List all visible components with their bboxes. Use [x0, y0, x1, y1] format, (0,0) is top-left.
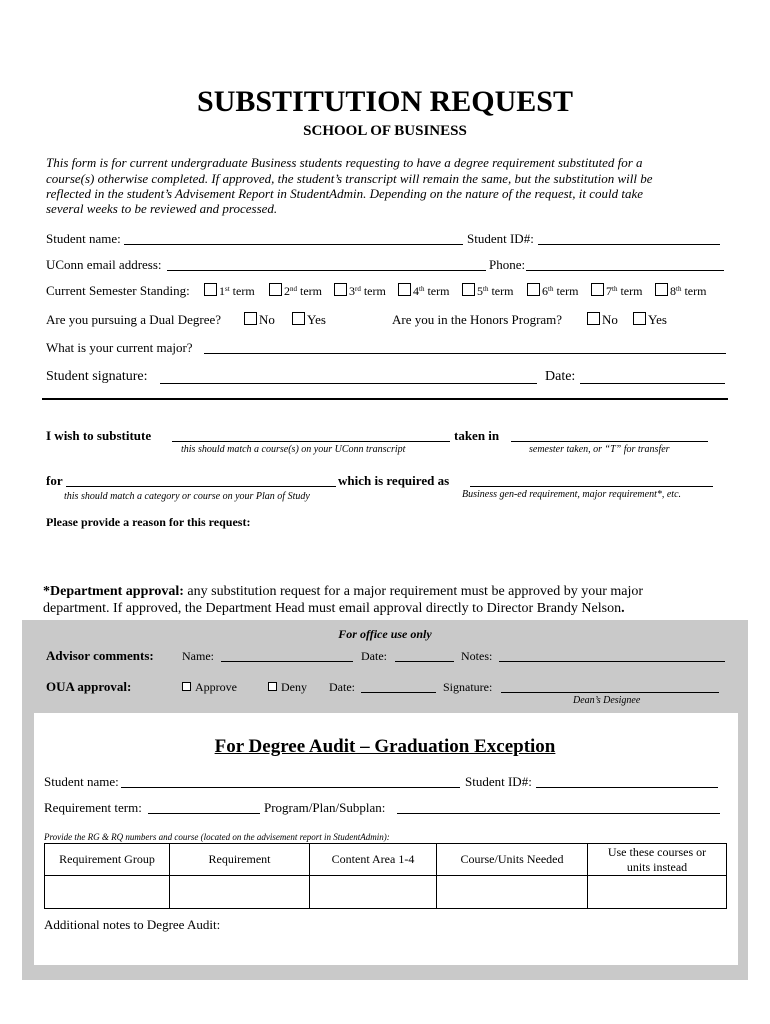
oua-signature-label: Signature: — [443, 680, 493, 694]
term-option-4[interactable]: 4th term — [398, 283, 449, 299]
checkbox-icon[interactable] — [591, 283, 604, 296]
oua-date-field[interactable] — [361, 692, 436, 693]
requirement-term-field[interactable] — [148, 813, 260, 814]
student-id-field[interactable] — [538, 244, 720, 245]
required-as-label: which is required as — [338, 473, 450, 488]
oua-signature-field[interactable] — [501, 692, 719, 693]
intro-line-3: reflected in the student’s Advisement Report in StudentAdmin. Depending on the nature of the request, it could take — [46, 186, 644, 201]
table-cell[interactable] — [45, 876, 170, 909]
checkbox-icon[interactable] — [244, 312, 257, 325]
hint-course: this should match a course(s) on your UConn transcript — [181, 444, 406, 455]
term-option-7[interactable]: 7th term — [591, 283, 642, 299]
standing-label: Current Semester Standing: — [46, 283, 190, 298]
column-header: Requirement — [170, 844, 310, 876]
honors-yes[interactable]: Yes — [633, 312, 667, 328]
checkbox-icon[interactable] — [462, 283, 475, 296]
audit-student-id-field[interactable] — [536, 787, 718, 788]
dual-degree-label: Are you pursuing a Dual Degree? — [46, 312, 222, 327]
taken-in-field[interactable] — [511, 441, 708, 442]
signature-field[interactable] — [160, 383, 537, 384]
dept-approval-line-2: department. If approved, the Department Head must email approval directly to Director Brandy Nelson. — [43, 601, 625, 616]
substitute-label: I wish to substitute — [46, 428, 152, 443]
term-option-6[interactable]: 6th term — [527, 283, 578, 299]
checkbox-icon[interactable] — [587, 312, 600, 325]
checkbox-icon[interactable] — [204, 283, 217, 296]
program-plan-label: Program/Plan/Subplan: — [264, 800, 386, 815]
page-subtitle: SCHOOL OF BUSINESS — [303, 123, 467, 139]
term-option-5[interactable]: 5th term — [462, 283, 513, 299]
requirement-term-label: Requirement term: — [44, 800, 142, 815]
checkbox-icon[interactable] — [527, 283, 540, 296]
student-name-label: Student name: — [46, 231, 121, 246]
advisor-name-label: Name: — [182, 649, 214, 663]
provide-note: Provide the RG & RQ numbers and course (located on the advisement report in StudentAdmin): — [44, 832, 390, 842]
program-plan-field[interactable] — [397, 813, 720, 814]
for-label: for — [46, 473, 63, 488]
table-cell[interactable] — [588, 876, 727, 909]
checkbox-icon[interactable] — [182, 682, 191, 691]
honors-label: Are you in the Honors Program? — [392, 312, 563, 327]
intro-line-4: several weeks to be reviewed and processed. — [46, 201, 278, 216]
term-option-2[interactable]: 2nd term — [269, 283, 322, 299]
phone-label: Phone: — [489, 257, 526, 272]
column-header: Use these courses or units instead — [588, 844, 727, 876]
taken-in-label: taken in — [454, 428, 500, 443]
for-field[interactable] — [66, 486, 336, 487]
table-cell[interactable] — [310, 876, 437, 909]
required-as-field[interactable] — [470, 486, 713, 487]
degree-audit-heading: For Degree Audit – Graduation Exception — [214, 736, 556, 757]
advisor-notes-field[interactable] — [499, 661, 725, 662]
intro-line-1: This form is for current undergraduate Business students requesting to have a degree requirement substituted for a — [46, 155, 643, 170]
advisor-name-field[interactable] — [221, 661, 353, 662]
table-row — [45, 876, 727, 909]
student-id-label: Student ID#: — [467, 231, 534, 246]
advisor-date-label: Date: — [361, 649, 387, 663]
checkbox-icon[interactable] — [655, 283, 668, 296]
deans-designee-caption: Dean’s Designee — [573, 695, 641, 706]
audit-student-id-label: Student ID#: — [465, 774, 532, 789]
signature-label: Student signature: — [46, 369, 148, 384]
additional-notes-label: Additional notes to Degree Audit: — [44, 917, 221, 932]
column-header: Course/Units Needed — [437, 844, 588, 876]
hint-semester: semester taken, or “T” for transfer — [529, 444, 670, 455]
checkbox-icon[interactable] — [398, 283, 411, 296]
signature-date-field[interactable] — [580, 383, 725, 384]
column-header: Requirement Group — [45, 844, 170, 876]
degree-audit-table — [44, 843, 727, 909]
student-name-field[interactable] — [124, 244, 463, 245]
honors-no[interactable]: No — [587, 312, 618, 328]
table-cell[interactable] — [170, 876, 310, 909]
hint-category: this should match a category or course on your Plan of Study — [64, 491, 310, 502]
page-title: SUBSTITUTION REQUEST — [197, 85, 573, 118]
signature-date-label: Date: — [545, 369, 576, 384]
advisor-date-field[interactable] — [395, 661, 454, 662]
term-option-3[interactable]: 3rd term — [334, 283, 386, 299]
major-label: What is your current major? — [46, 340, 193, 355]
intro-line-2: course(s) otherwise completed. If approved, the student’s transcript will remain the same, but the substitution will be — [46, 171, 653, 186]
advisor-notes-label: Notes: — [461, 649, 493, 663]
checkbox-icon[interactable] — [633, 312, 646, 325]
oua-date-label: Date: — [329, 680, 355, 694]
dual-degree-no[interactable]: No — [244, 312, 275, 328]
table-cell[interactable] — [437, 876, 588, 909]
phone-field[interactable] — [526, 270, 724, 271]
section-divider — [42, 398, 728, 400]
oua-approval-label: OUA approval: — [46, 679, 132, 694]
checkbox-icon[interactable] — [269, 283, 282, 296]
office-use-heading: For office use only — [338, 627, 432, 641]
checkbox-icon[interactable] — [292, 312, 305, 325]
email-label: UConn email address: — [46, 257, 162, 272]
term-option-1[interactable]: 1st term — [204, 283, 255, 299]
dept-approval-line-1: *Department approval: any substitution request for a major requirement must be approved by your major — [43, 584, 644, 599]
term-option-8[interactable]: 8th term — [655, 283, 706, 299]
oua-approve-option[interactable]: Approve — [182, 680, 237, 695]
dual-degree-yes[interactable]: Yes — [292, 312, 326, 328]
checkbox-icon[interactable] — [268, 682, 277, 691]
advisor-comments-label: Advisor comments: — [46, 648, 154, 663]
substitute-course-field[interactable] — [172, 441, 450, 442]
major-field[interactable] — [204, 353, 726, 354]
hint-requirement: Business gen-ed requirement, major requirement*, etc. — [462, 489, 682, 500]
audit-student-name-field[interactable] — [121, 787, 460, 788]
email-field[interactable] — [167, 270, 486, 271]
audit-student-name-label: Student name: — [44, 774, 119, 789]
checkbox-icon[interactable] — [334, 283, 347, 296]
reason-label: Please provide a reason for this request: — [46, 515, 251, 529]
oua-deny-option[interactable]: Deny — [268, 680, 307, 695]
table-header-row — [45, 844, 727, 876]
column-header: Content Area 1-4 — [310, 844, 437, 876]
